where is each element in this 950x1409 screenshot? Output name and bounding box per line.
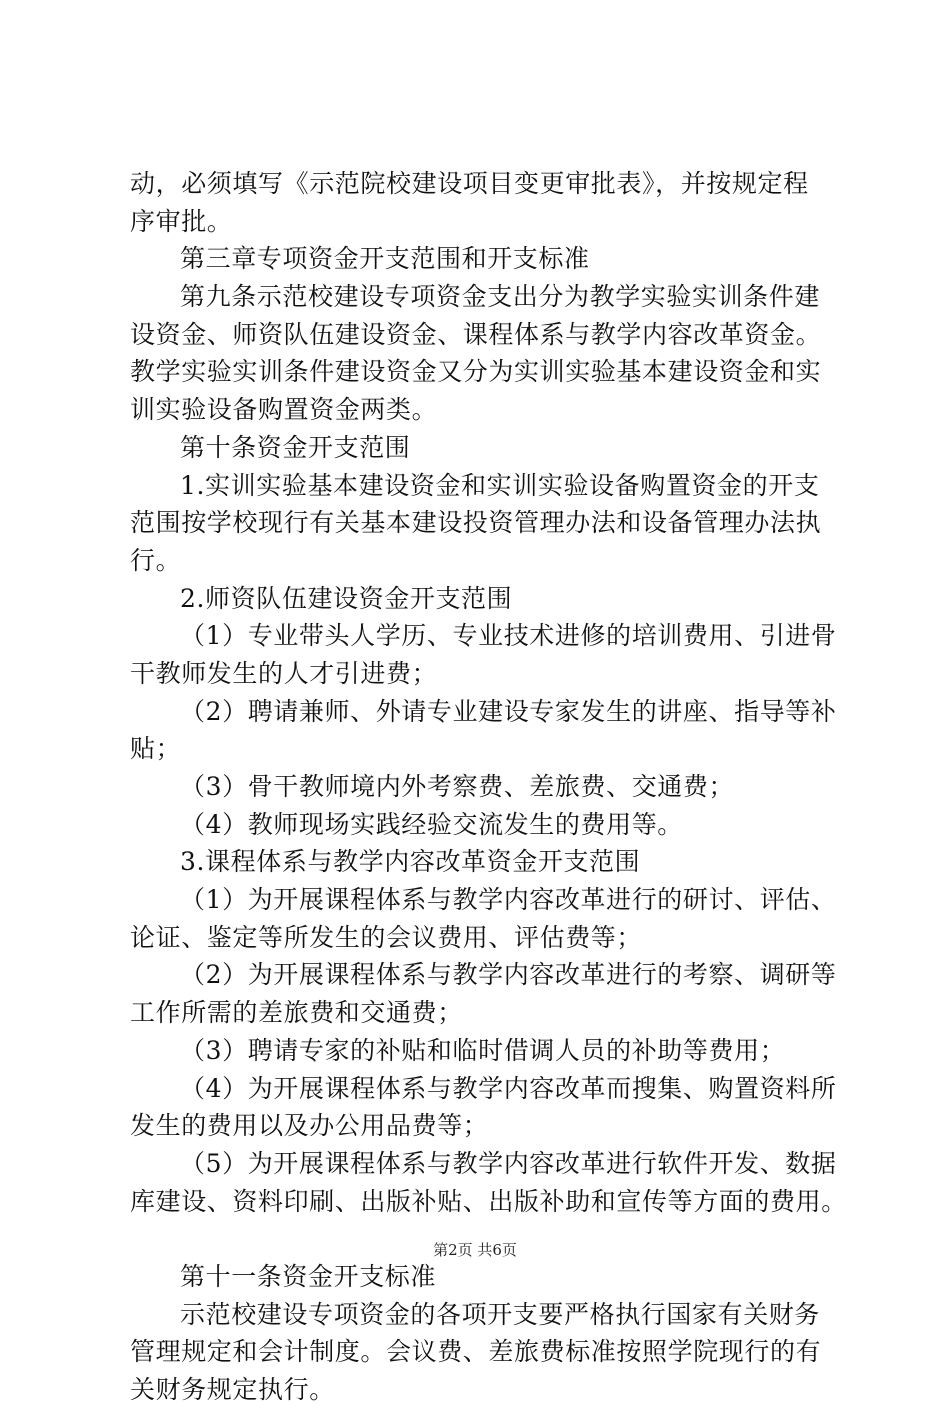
- text-line: （2）聘请兼师、外请专业建设专家发生的讲座、指导等补: [180, 696, 837, 726]
- text-line: （4）为开展课程体系与教学内容改革而搜集、购置资料所: [180, 1073, 837, 1103]
- text-line: 库建设、资料印刷、出版补贴、出版补助和宣传等方面的费用。: [130, 1186, 847, 1216]
- text-line: 范围按学校现行有关基本建设投资管理办法和设备管理办法执: [130, 508, 822, 538]
- text-line: 第十条资金开支范围: [180, 432, 411, 462]
- text-line: 示范校建设专项资金的各项开支要严格执行国家有关财务: [180, 1299, 821, 1329]
- text-line: （1）为开展课程体系与教学内容改革进行的研讨、评估、: [180, 885, 837, 915]
- text-line: 设资金、师资队伍建设资金、课程体系与教学内容改革资金。: [130, 319, 822, 349]
- text-line: （3）骨干教师境内外考察费、差旅费、交通费；: [180, 772, 735, 801]
- text-line: 管理规定和会计制度。会议费、差旅费标准按照学院现行的有: [130, 1337, 822, 1367]
- text-line: （2）为开展课程体系与教学内容改革进行的考察、调研等: [180, 960, 837, 990]
- text-line: 第三章专项资金开支范围和开支标准: [180, 244, 590, 274]
- text-line: 论证、鉴定等所发生的会议费用、评估费等；: [130, 922, 643, 952]
- text-line: 发生的费用以及办公用品费等；: [130, 1111, 489, 1141]
- text-line: 工作所需的差旅费和交通费；: [130, 998, 463, 1028]
- text-line: 关财务规定执行。: [130, 1375, 335, 1404]
- text-line: 训实验设备购置资金两类。: [130, 395, 438, 425]
- text-line: 教学实验实训条件建设资金又分为实训实验基本建设资金和实: [130, 357, 822, 387]
- text-line: 序审批。: [130, 206, 233, 236]
- text-line: （3）聘请专家的补贴和临时借调人员的补助等费用；: [180, 1035, 786, 1065]
- text-line: 干教师发生的人才引进费；: [130, 658, 438, 688]
- text-line: （5）为开展课程体系与教学内容改革进行软件开发、数据: [180, 1148, 837, 1178]
- text-line: 第十一条资金开支标准: [180, 1261, 437, 1291]
- text-line: 动，必须填写《示范院校建设项目变更审批表》，并按规定程: [130, 169, 809, 198]
- text-line: 行。: [130, 545, 182, 575]
- text-line: 第九条示范校建设专项资金支出分为教学实验实训条件建: [180, 282, 821, 312]
- text-line: 1.实训实验基本建设资金和实训实验设备购置资金的开支: [180, 470, 820, 500]
- document-body: [130, 165, 850, 1409]
- text-line: 贴；: [130, 734, 182, 764]
- text-line: 3.课程体系与教学内容改革资金开支范围: [180, 847, 641, 877]
- page-footer: 第2页 共6页: [433, 1241, 517, 1259]
- text-line: （4）教师现场实践经验交流发生的费用等。: [180, 809, 683, 839]
- text-line: （1）专业带头人学历、专业技术进修的培训费用、引进骨: [180, 621, 837, 651]
- text-line: 2.师资队伍建设资金开支范围: [180, 583, 513, 613]
